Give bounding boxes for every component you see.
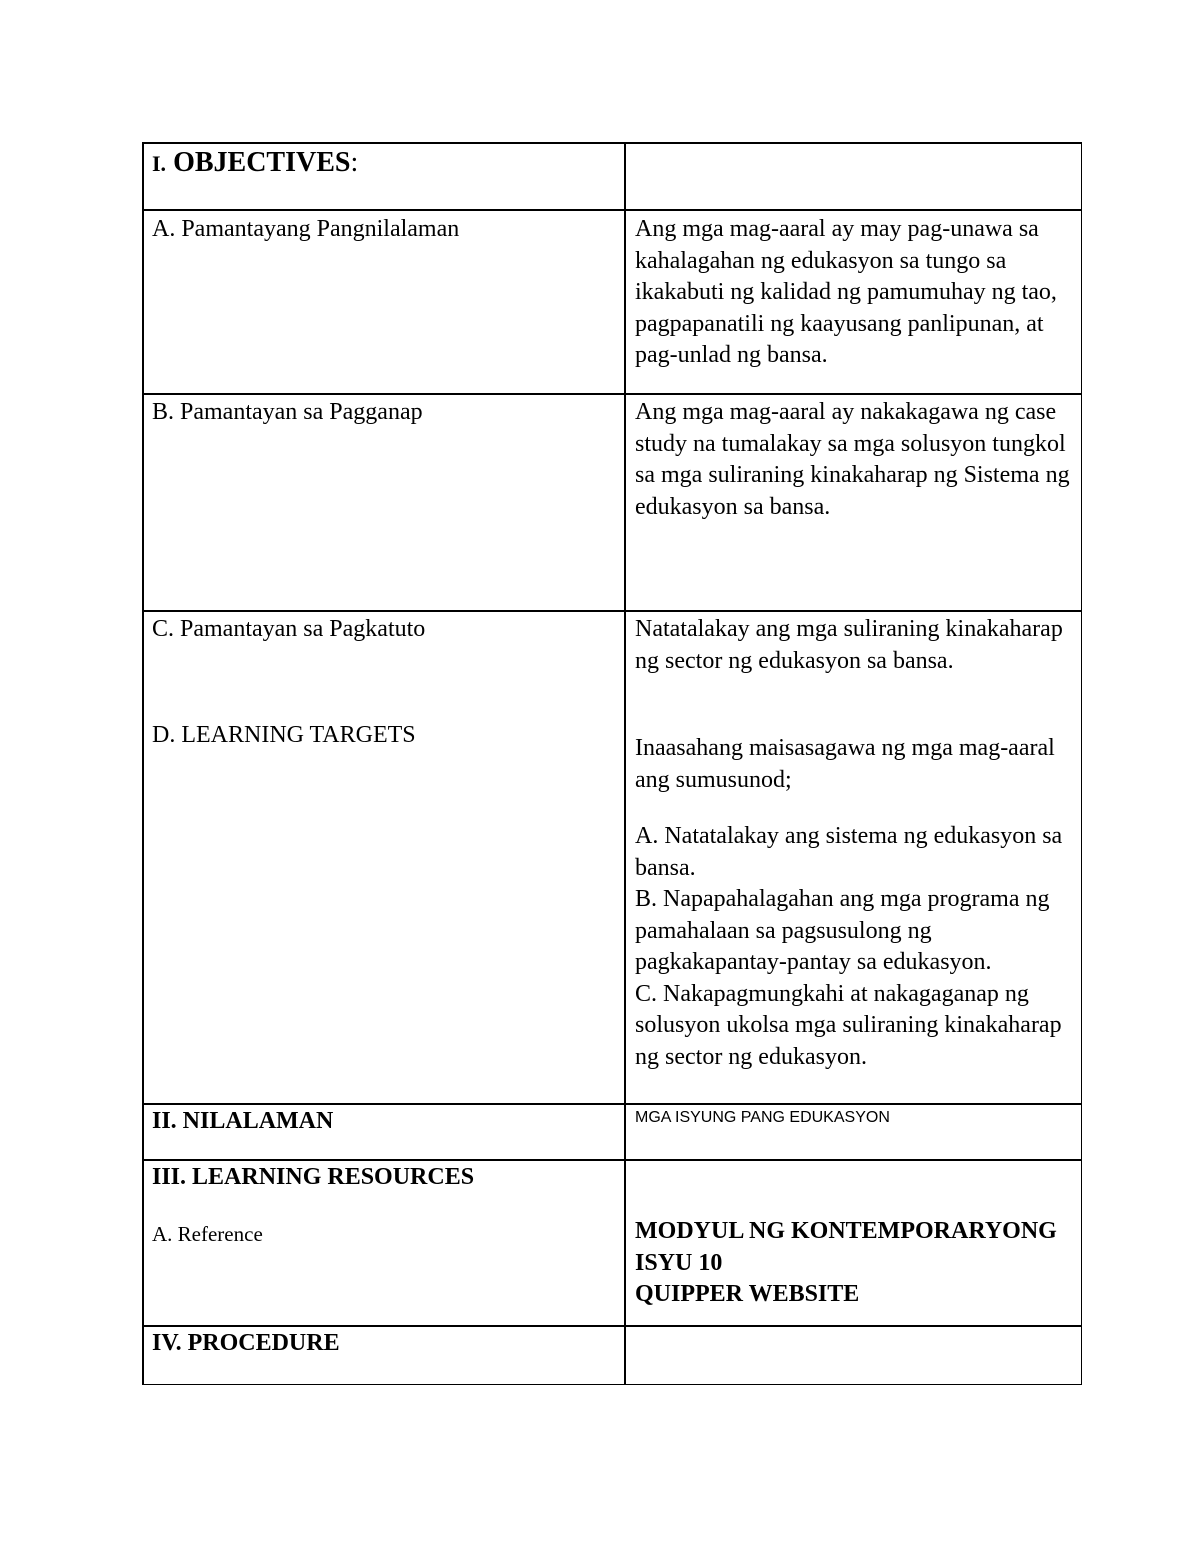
reference-list	[635, 1216, 1075, 1311]
learning-targets-intro: Inaasahang maisasagawa ng mga mag-aaral ang sumusunod;	[635, 735, 1055, 793]
content-standard-text: Ang mga mag-aaral ay may pag-unawa sa kahalagahan ng edukasyon sa tungo sa ikakabuti ng kalidad ng pamumuhay ng tao, pagpapanatili ng kaayusang panlipunan, at pag-unlad ng bansa.	[635, 216, 1057, 368]
row-divider	[142, 393, 1082, 395]
row-divider	[142, 1103, 1082, 1105]
learning-targets-label: D. LEARNING TARGETS	[152, 722, 416, 748]
reference-label: A. Reference	[152, 1222, 263, 1246]
learning-target-item: C. Nakapagmungkahi at nakagaganap ng solusyon ukolsa mga suliraning kinakaharap ng sector ng edukasyon.	[635, 980, 1062, 1070]
row-divider	[142, 610, 1082, 612]
content-label: II. NILALAMAN	[152, 1108, 334, 1134]
table-border-top	[142, 142, 1082, 144]
performance-standard-text: Ang mga mag-aaral ay nakakagawa ng case study na tumalakay sa mga solusyon tungkol sa mga suliraning kinakaharap ng Sistema ng edukasyon sa bansa.	[635, 399, 1070, 520]
learning-target-item: B. Napapahalagahan ang mga programa ng pamahalaan sa pagsusulong ng pagkakapantay-pantay sa edukasyon.	[635, 886, 1050, 975]
objectives-colon: :	[350, 147, 359, 178]
learning-target-item: A. Natatalakay ang sistema ng edukasyon sa bansa.	[635, 823, 1063, 881]
table-border-bottom	[142, 1384, 1082, 1386]
learning-targets-list	[635, 821, 1075, 1073]
objectives-numeral: I.	[152, 151, 167, 176]
objectives-heading	[152, 146, 617, 181]
learning-competency-label: C. Pamantayan sa Pagkatuto	[152, 616, 426, 642]
objectives-label: OBJECTIVES	[166, 147, 351, 178]
column-divider	[624, 142, 626, 1385]
content-value: MGA ISYUNG PANG EDUKASYON	[635, 1109, 890, 1126]
row-divider	[142, 209, 1082, 211]
performance-standard-label: B. Pamantayan sa Pagganap	[152, 399, 423, 425]
reference-item: MODYUL NG KONTEMPORARYONG ISYU 10	[635, 1218, 1057, 1276]
learning-resources-label: III. LEARNING RESOURCES	[152, 1164, 475, 1190]
learning-competency-text: Natatalakay ang mga suliraning kinakaharap ng sector ng edukasyon sa bansa.	[635, 616, 1063, 674]
table-border-right	[1081, 142, 1083, 1385]
reference-item: QUIPPER WEBSITE	[635, 1281, 860, 1307]
content-standard-label: A. Pamantayang Pangnilalaman	[152, 216, 460, 242]
row-divider	[142, 1159, 1082, 1161]
table-border-left	[142, 142, 144, 1385]
procedure-label: IV. PROCEDURE	[152, 1330, 340, 1356]
row-divider	[142, 1325, 1082, 1327]
